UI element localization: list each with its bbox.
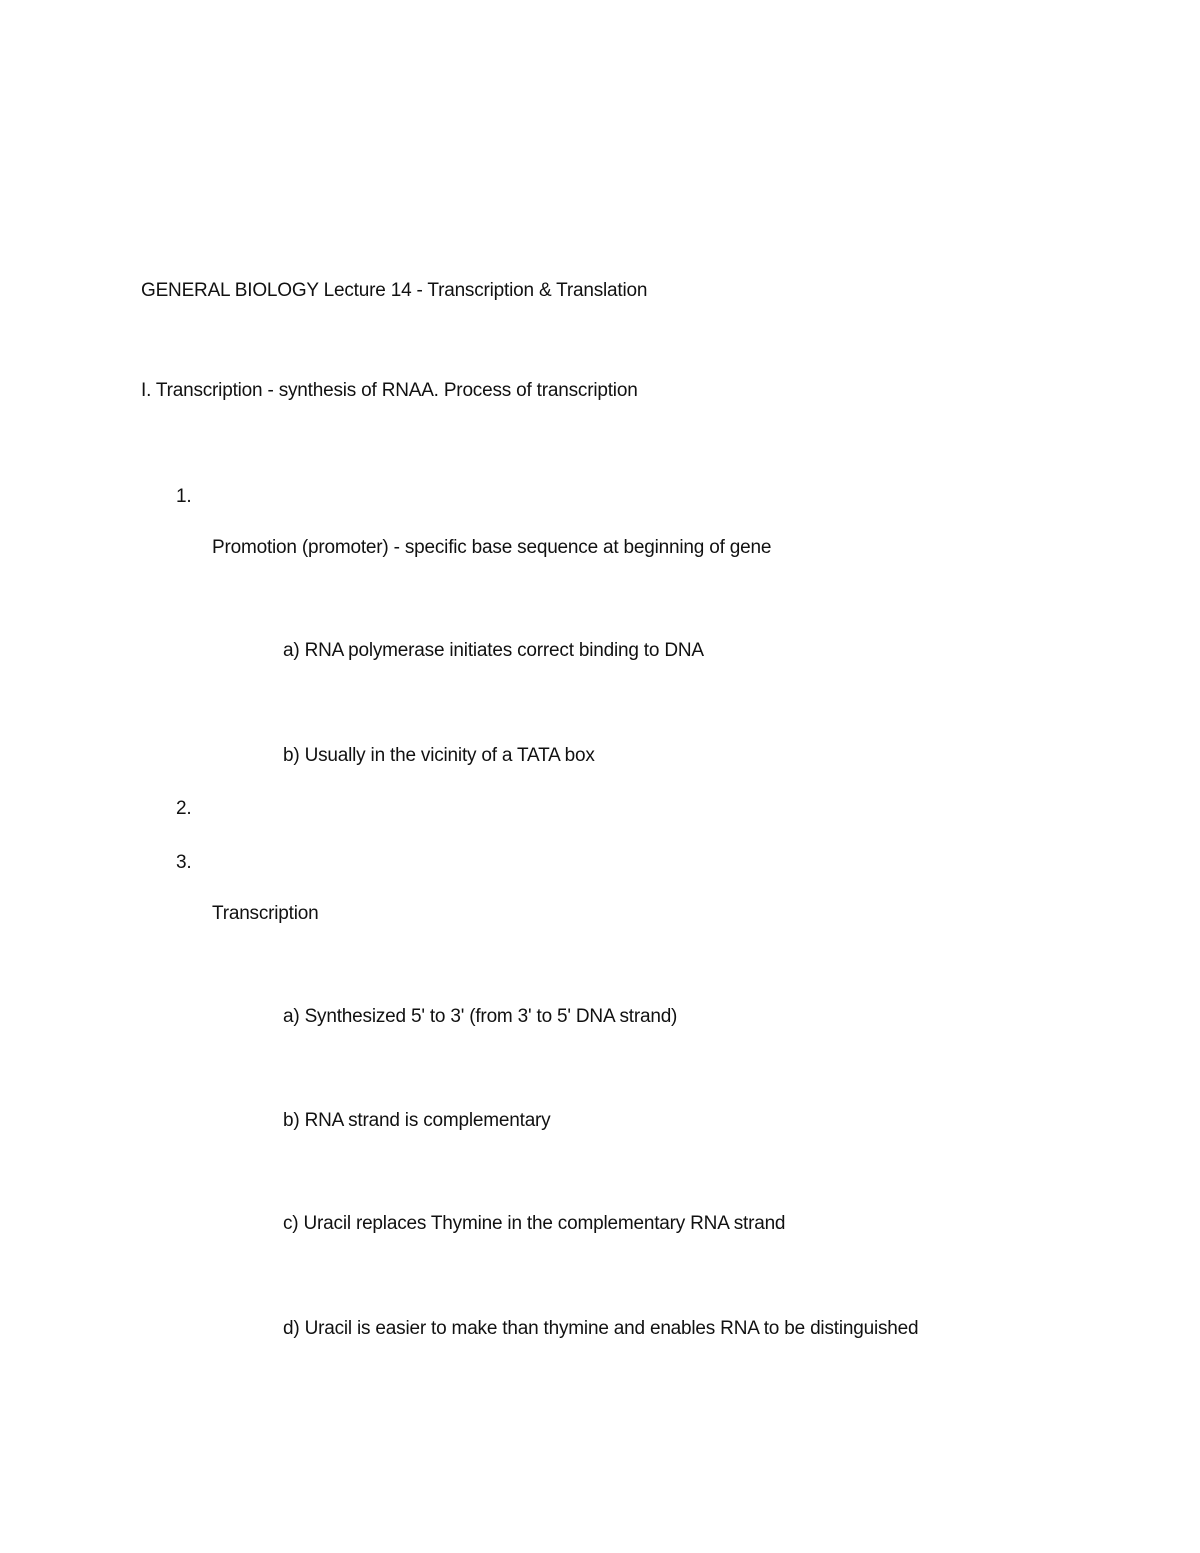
document-title: GENERAL BIOLOGY Lecture 14 - Transcription & Translation xyxy=(141,280,648,301)
item-number-2: 2. xyxy=(176,798,192,819)
item-heading-3: Transcription xyxy=(212,903,319,924)
subitem-3c: c) Uracil replaces Thymine in the complementary RNA strand xyxy=(283,1213,786,1234)
subitem-3d: d) Uracil is easier to make than thymine and enables RNA to be distinguished xyxy=(283,1318,919,1339)
item-heading-1: Promotion (promoter) - specific base sequence at beginning of gene xyxy=(212,537,772,558)
section-heading: I. Transcription - synthesis of RNAA. Process of transcription xyxy=(141,380,638,401)
item-number-3: 3. xyxy=(176,852,192,873)
subitem-1a: a) RNA polymerase initiates correct binding to DNA xyxy=(283,640,704,661)
item-number-1: 1. xyxy=(176,486,192,507)
subitem-3b: b) RNA strand is complementary xyxy=(283,1110,551,1131)
subitem-3a: a) Synthesized 5' to 3' (from 3' to 5' DNA strand) xyxy=(283,1006,678,1027)
subitem-1b: b) Usually in the vicinity of a TATA box xyxy=(283,745,595,766)
